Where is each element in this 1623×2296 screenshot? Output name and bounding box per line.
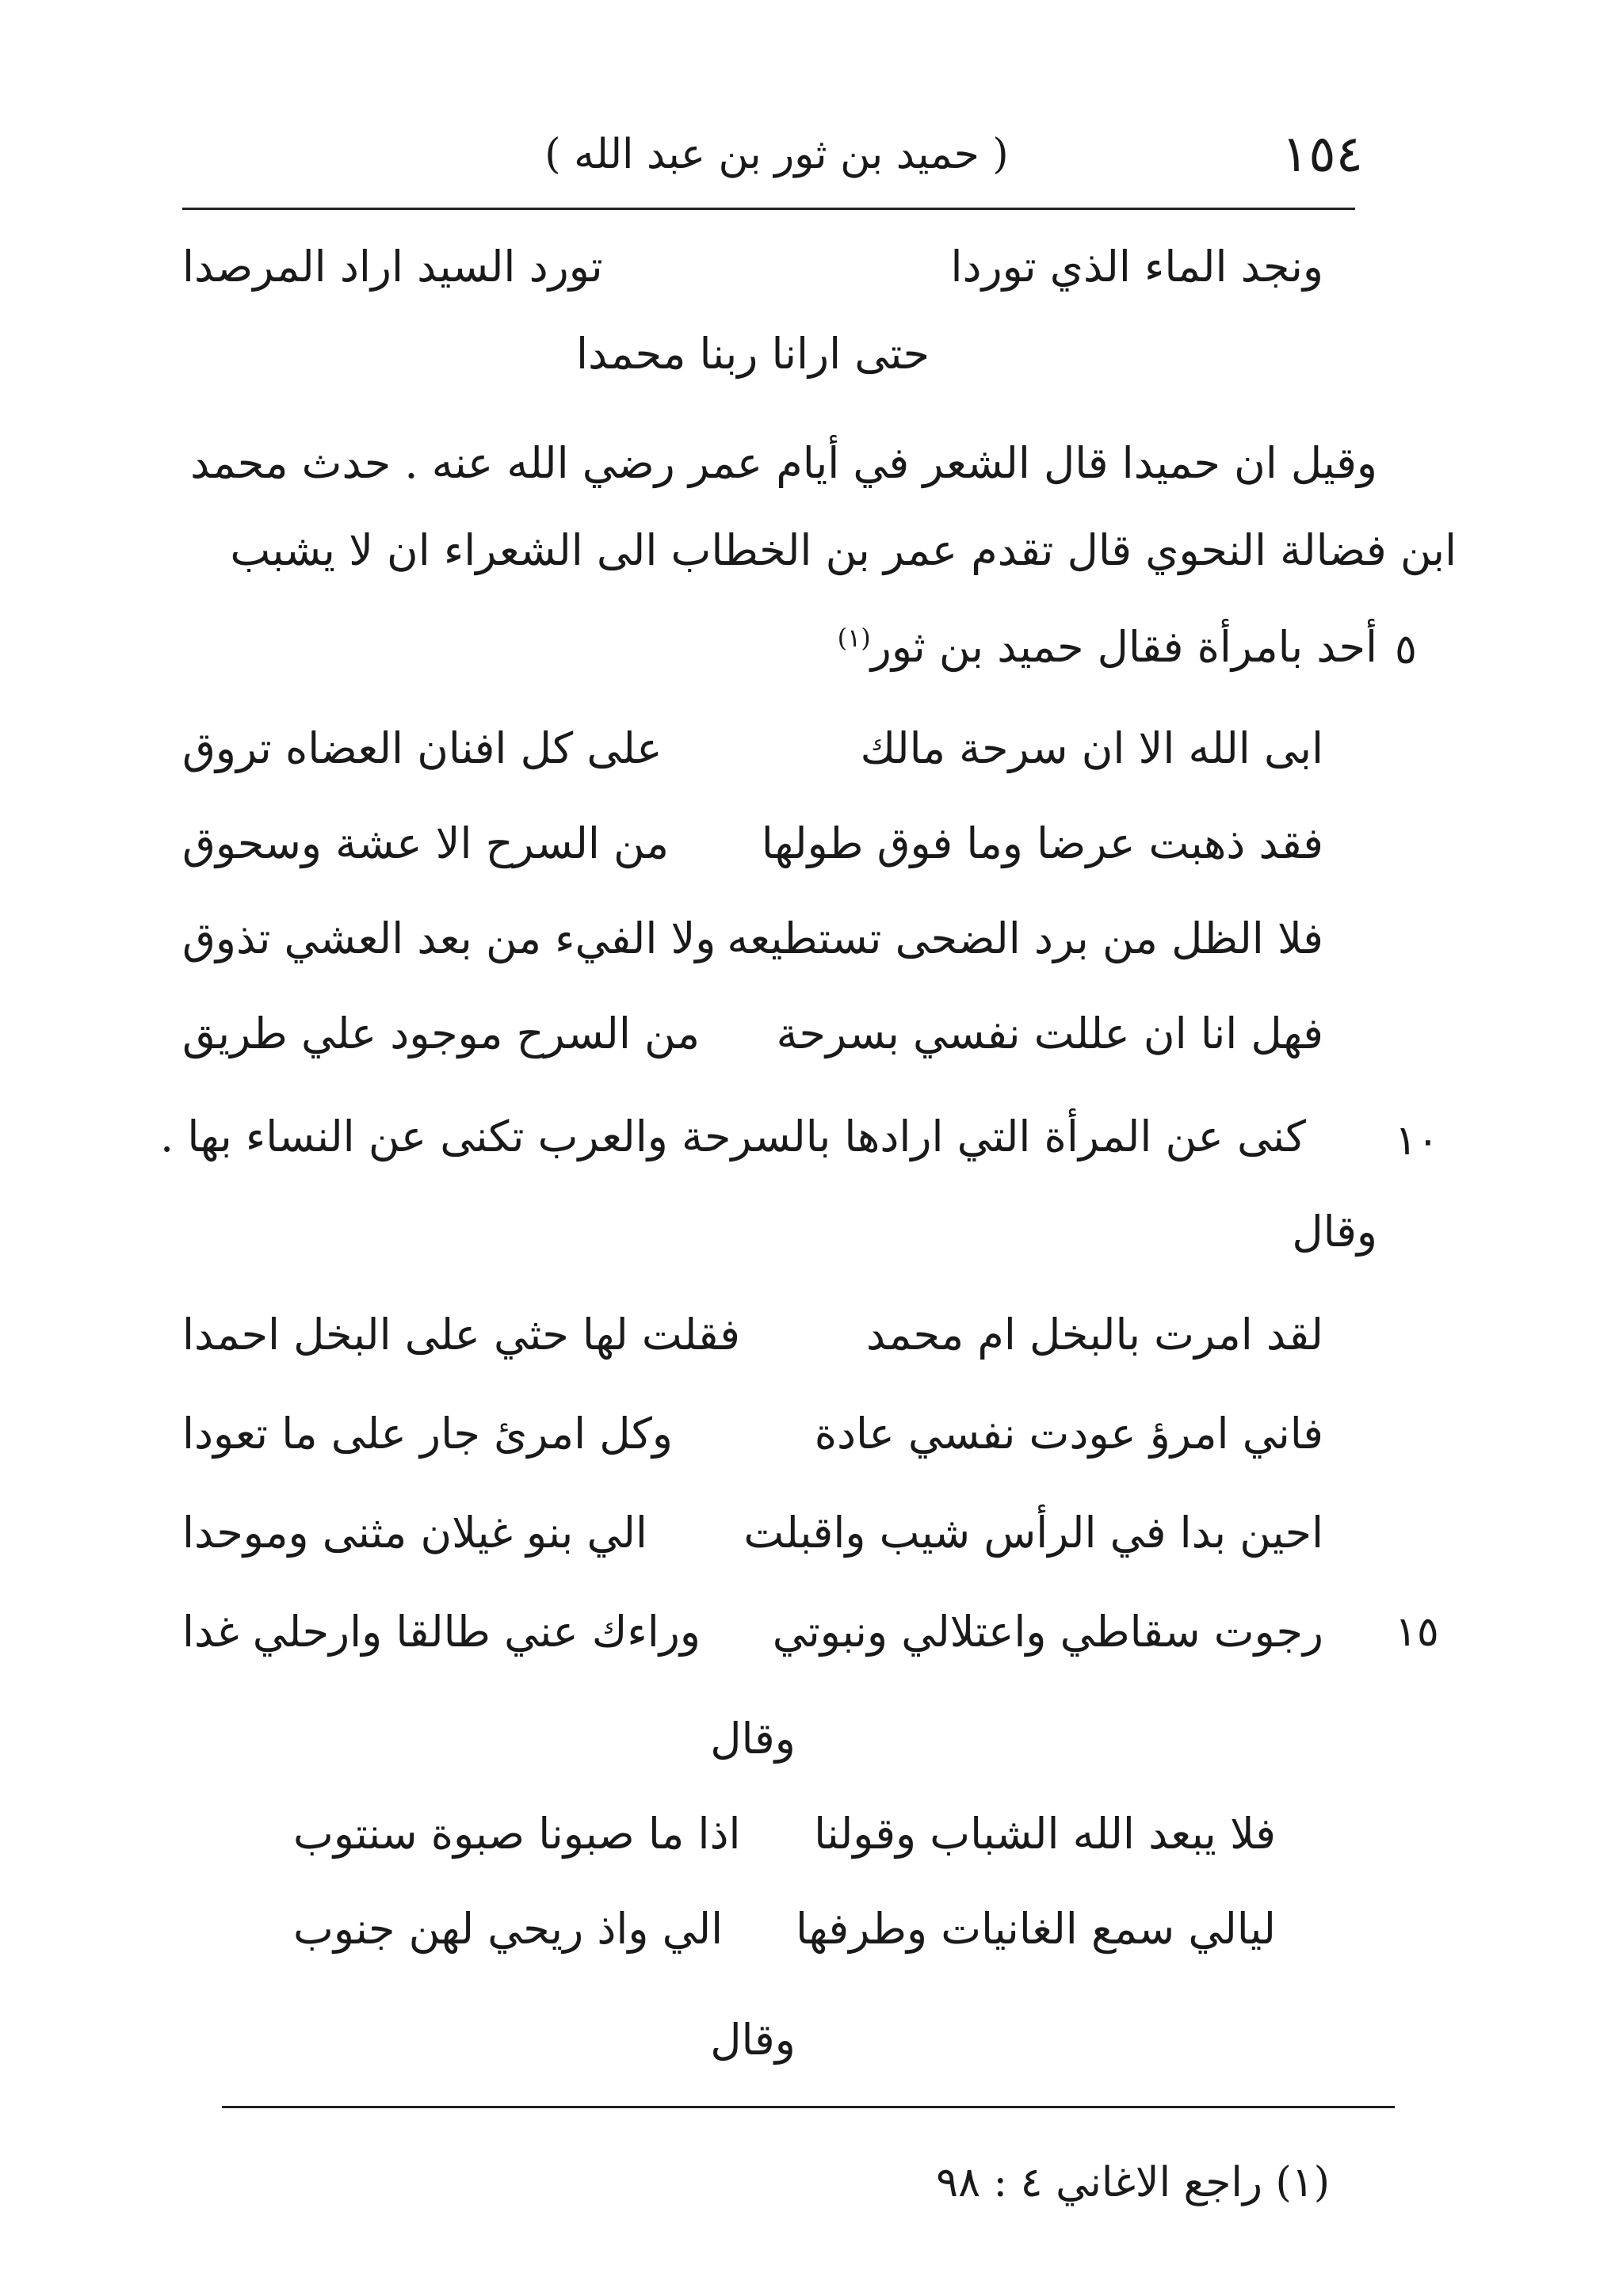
verse-row: [182, 1798, 1323, 1870]
line-number: ١٥: [1395, 1608, 1439, 1656]
verse-second-hemistich: وراءك عني طالقا وارحلي غدا: [182, 1607, 701, 1657]
verse-second-hemistich: تورد السيد اراد المرصدا: [182, 242, 603, 292]
wa-qal-heading: وقال: [710, 1714, 796, 1764]
verse-row: [182, 713, 1323, 784]
verse-second-hemistich: اذا ما صبونا صبوة سنتوب: [293, 1809, 741, 1859]
commentary-line: وقال: [1292, 1207, 1377, 1257]
verse-second-hemistich: الي واذ ريحي لهن جنوب: [293, 1904, 724, 1954]
line-number: ٥: [1395, 626, 1417, 673]
verse-row: [182, 1299, 1323, 1371]
verse-row: [182, 1398, 1323, 1470]
prose-text: أحد بامرأة فقال حميد بن ثور: [870, 622, 1377, 672]
commentary-line: كنى عن المرأة التي ارادها بالسرحة والعرب تكنى عن النساء بها .: [160, 1112, 1306, 1161]
verse-first-hemistich: رجوت سقاطي واعتلالي ونبوتي: [772, 1607, 1323, 1657]
verse-first-hemistich: احين بدا في الرأس شيب واقبلت: [743, 1508, 1323, 1558]
page-number: ١٥٤: [1281, 125, 1363, 184]
verse-row: [182, 231, 1323, 303]
prose-line: ابن فضالة النحوي قال تقدم عمر بن الخطاب الى الشعراء ان لا يشبب: [230, 525, 1457, 575]
verse-row: [182, 903, 1323, 974]
running-title: ( حميد بن ثور بن عبد الله ): [544, 131, 1009, 178]
prose-line: [833, 602, 1377, 683]
verse-second-hemistich: الي بنو غيلان مثنى وموحدا: [182, 1508, 647, 1558]
header-rule: [182, 208, 1355, 210]
footnote-rule: [222, 2106, 1395, 2108]
wa-qal-heading: وقال: [710, 2015, 796, 2065]
verse-first-hemistich: فلا الظل من برد الضحى تستطيعه: [727, 913, 1323, 963]
verse-first-hemistich: ابى الله الا ان سرحة مالك: [860, 723, 1323, 773]
verse-first-hemistich: ليالي سمع الغانيات وطرفها: [796, 1904, 1276, 1954]
line-number: ١٠: [1395, 1117, 1439, 1165]
verse-second-hemistich: من السرح الا عشة وسحوق: [182, 818, 670, 868]
verse-first-hemistich: ونجد الماء الذي توردا: [950, 242, 1323, 292]
verse-row: [182, 808, 1323, 879]
prose-line: وقيل ان حميدا قال الشعر في أيام عمر رضي الله عنه . حدث محمد: [190, 438, 1377, 488]
verse-first-hemistich: فقد ذهبت عرضا وما فوق طولها: [761, 818, 1323, 868]
verse-row: [182, 998, 1323, 1070]
verse-first-hemistich: فهل انا ان عللت نفسي بسرحة: [776, 1009, 1323, 1058]
verse-row: [182, 1894, 1323, 1965]
verse-second-hemistich: على كل افنان العضاه تروق: [182, 723, 663, 773]
page-header: [174, 119, 1379, 190]
verse-first-hemistich: لقد امرت بالبخل ام محمد: [865, 1310, 1323, 1360]
verse-closing-line: حتى ارانا ربنا محمدا: [576, 329, 930, 379]
verse-first-hemistich: فلا يبعد الله الشباب وقولنا: [814, 1809, 1276, 1859]
verse-second-hemistich: من السرح موجود علي طريق: [182, 1009, 701, 1058]
verse-second-hemistich: ولا الفيء من بعد العشي تذوق: [182, 913, 716, 963]
verse-row: [182, 1497, 1323, 1569]
verse-row: [182, 1596, 1323, 1668]
footnote-marker: (١): [837, 623, 871, 653]
verse-second-hemistich: فقلت لها حثي على البخل احمدا: [182, 1310, 740, 1360]
verse-second-hemistich: وكل امرئ جار على ما تعودا: [182, 1409, 673, 1459]
footnote: (١) راجع الاغاني ٤ : ٩٨: [936, 2159, 1330, 2206]
verse-first-hemistich: فاني امرؤ عودت نفسي عادة: [814, 1409, 1323, 1459]
